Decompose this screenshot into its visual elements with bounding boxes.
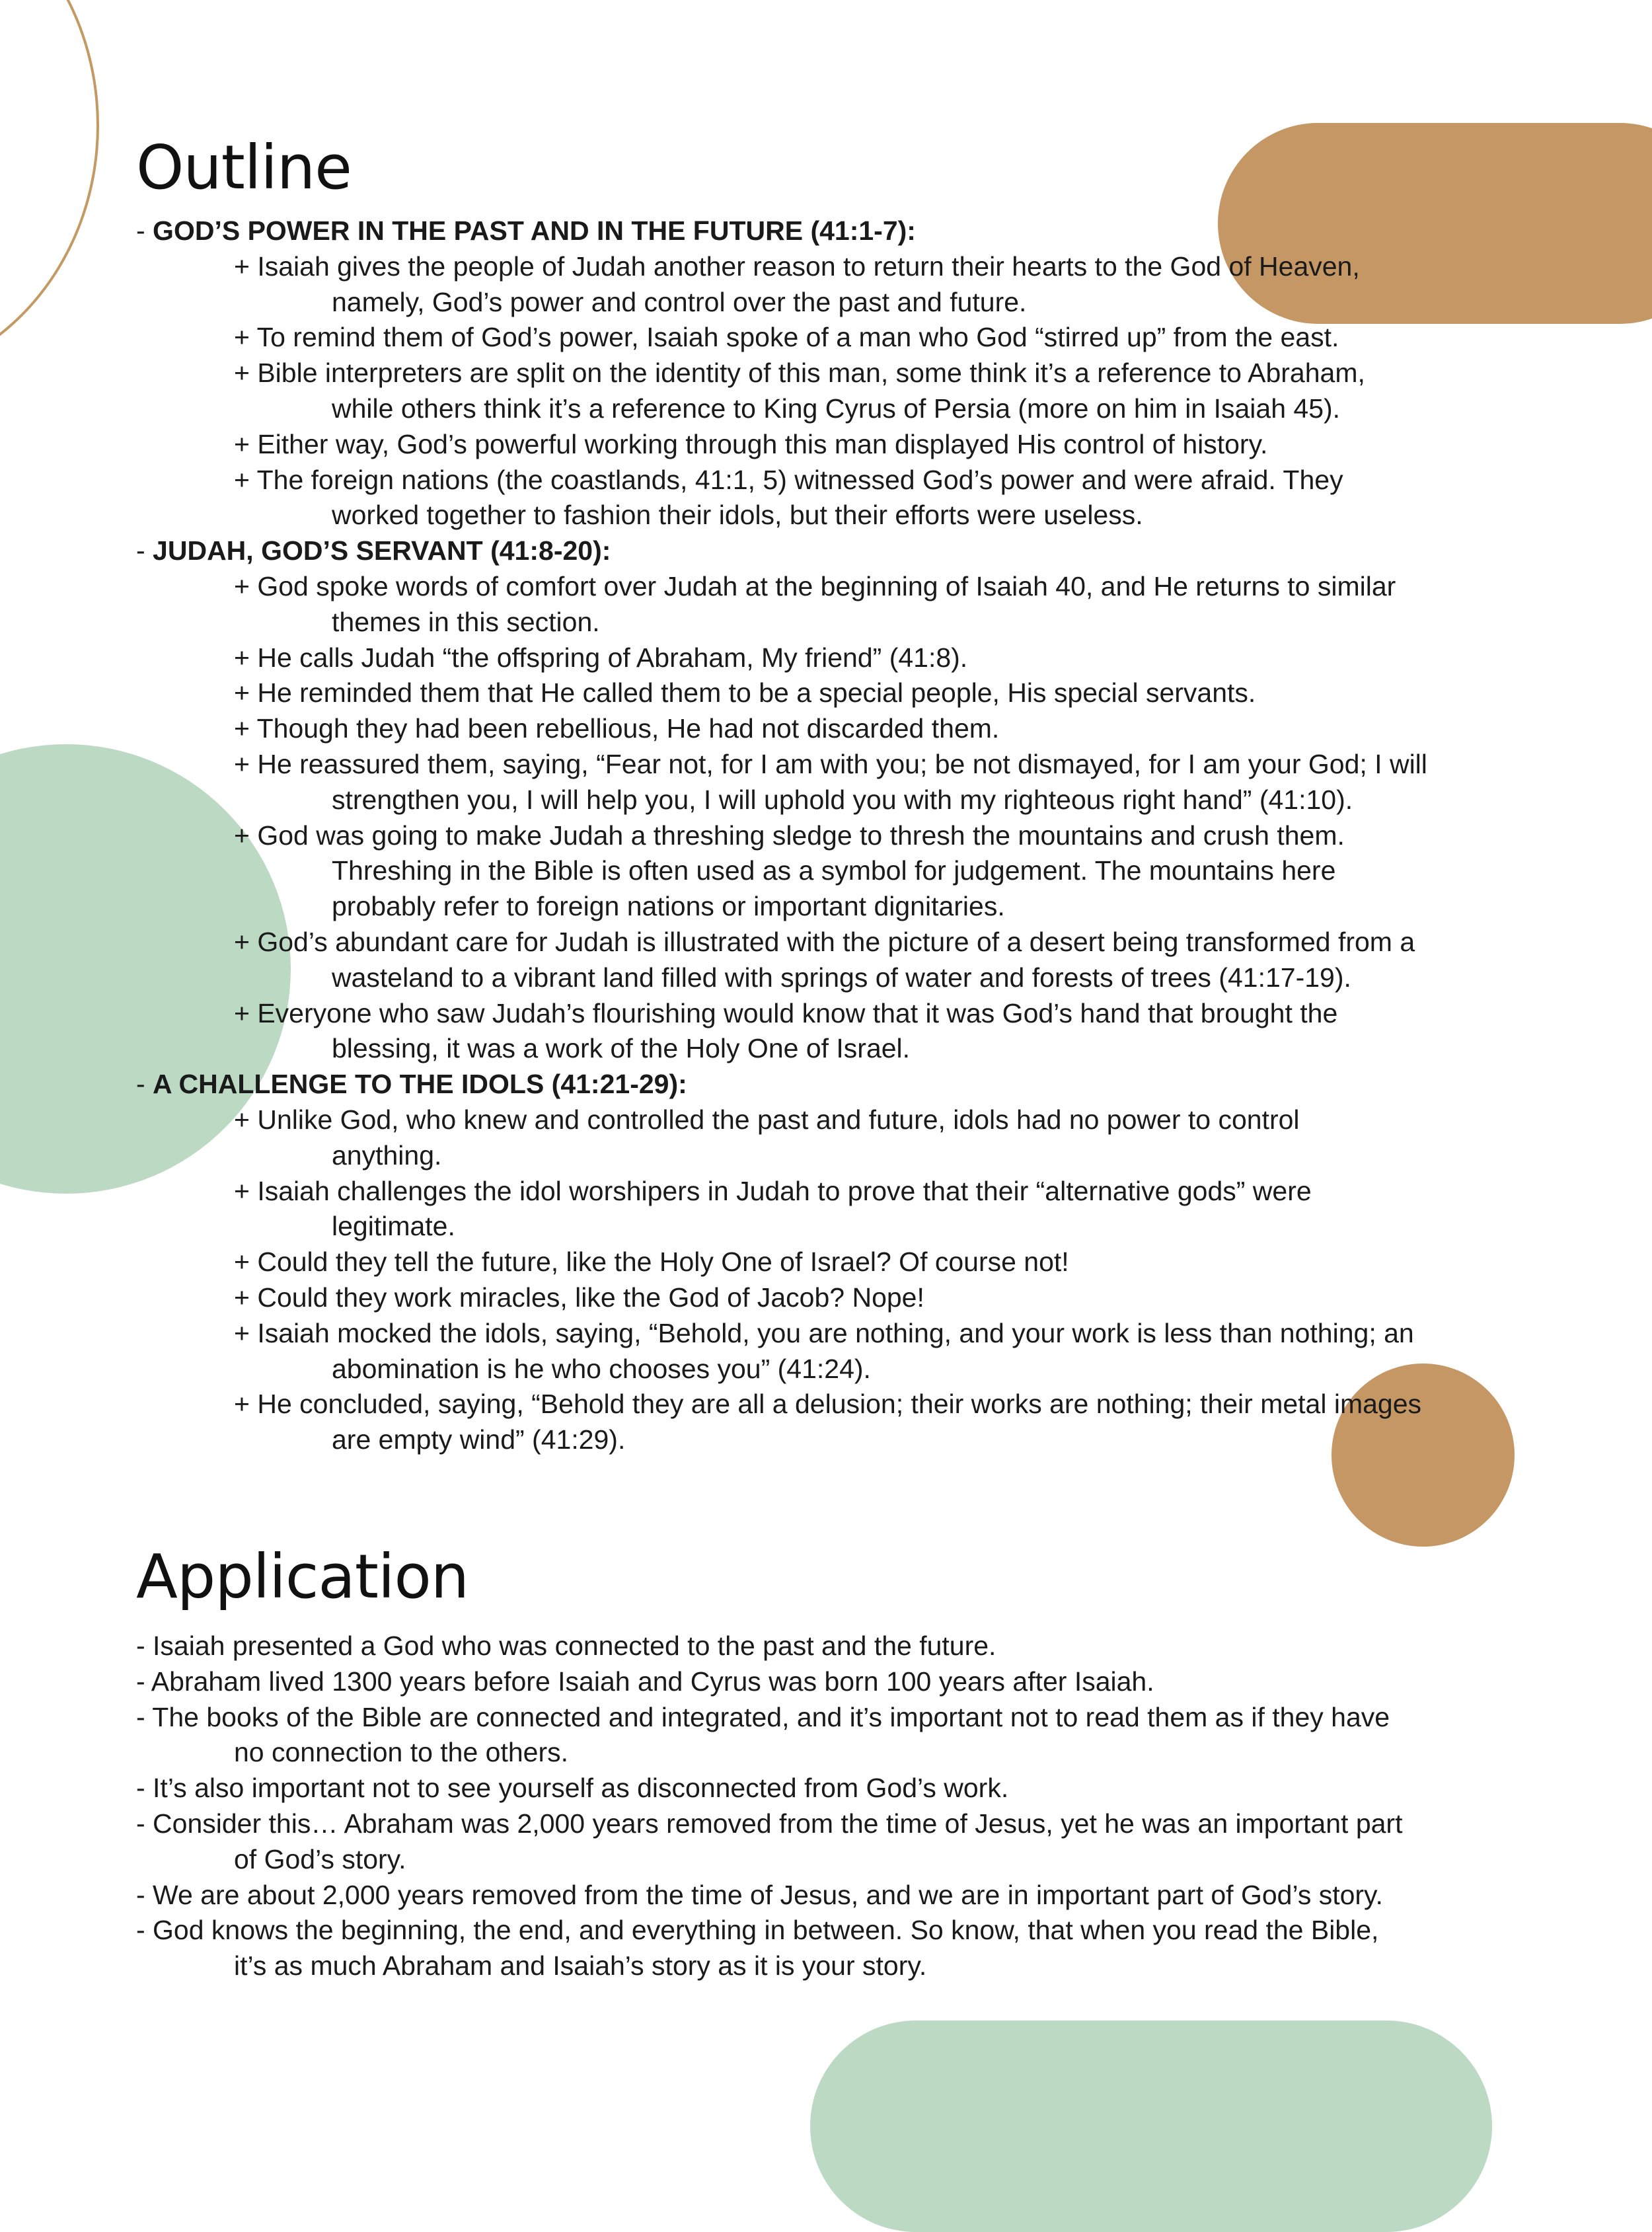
outline-item-continuation: while others think it’s a reference to King Cyrus of Persia (more on him in Isaiah 45). [332,393,1341,424]
application-item-text: - We are about 2,000 years removed from the time of Jesus, and we are in important part of God’s story. [136,1879,1383,1910]
application-item [136,1878,1402,1913]
outline-item-text: + Could they work miracles, like the God of Jacob? Nope! [234,1282,924,1313]
application-item-text: - Consider this… Abraham was 2,000 years removed from the time of Jesus, yet he was an important part [136,1808,1403,1839]
decorative-green-pill [810,2020,1492,2232]
outline-item-continuation: are empty wind” (41:29). [332,1424,626,1455]
outline-item-text: + Isaiah mocked the idols, saying, “Behold, you are nothing, and your work is less than nothing; an [234,1317,1414,1348]
outline-item-text: + He calls Judah “the offspring of Abraham, My friend” (41:8). [234,642,968,673]
outline-item [136,1102,1427,1174]
section-heading: - JUDAH, GOD’S SERVANT (41:8-20): [136,535,611,566]
outline-item [136,356,1427,427]
application-list [136,1629,1402,1984]
section-heading: - A CHALLENGE TO THE IDOLS (41:21-29): [136,1069,687,1100]
outline-item-text: + God spoke words of comfort over Judah at the beginning of Isaiah 40, and He returns to similar [234,570,1396,601]
outline-item-continuation: probably refer to foreign nations or important dignitaries. [332,891,1005,922]
outline-item-text: + Isaiah gives the people of Judah another reason to return their hearts to the God of Heaven, [234,250,1360,282]
outline-item [136,711,1427,747]
outline-item [136,427,1427,463]
application-item-text: - Isaiah presented a God who was connected to the past and the future. [136,1631,996,1661]
outline-item-text: + To remind them of God’s power, Isaiah spoke of a man who God “stirred up” from the east. [234,322,1339,353]
outline-item-text: + God was going to make Judah a threshing sledge to thresh the mountains and crush them. [234,820,1345,851]
application-item [136,1771,1402,1806]
outline-item [136,249,1427,321]
application-title: Application [136,1541,469,1612]
outline-item-text: + He concluded, saying, “Behold they are all a delusion; their works are nothing; their metal images [234,1389,1422,1420]
outline-item [136,996,1427,1067]
application-item-continuation: of God’s story. [234,1843,406,1874]
outline-item-continuation: blessing, it was a work of the Holy One of Israel. [332,1033,911,1064]
application-item-text: - Abraham lived 1300 years before Isaiah and Cyrus was born 100 years after Isaiah. [136,1666,1154,1697]
outline-item-continuation: themes in this section. [332,606,600,637]
section-heading-text: A CHALLENGE TO THE IDOLS (41:21-29): [153,1069,687,1100]
outline-item [136,463,1427,534]
outline-item-text: + Though they had been rebellious, He had not discarded them. [234,713,1000,744]
outline-item-text: + God’s abundant care for Judah is illustrated with the picture of a desert being transformed from a [234,926,1415,957]
application-item-text: - God knows the beginning, the end, and everything in between. So know, that when you read the Bible, [136,1915,1379,1946]
outline-item [136,1174,1427,1245]
section-heading-text: JUDAH, GOD’S SERVANT (41:8-20): [153,535,611,566]
outline-title: Outline [136,132,352,203]
application-item-continuation: no connection to the others. [234,1737,569,1768]
outline-item-text: + He reminded them that He called them to be a special people, His special servants. [234,677,1256,709]
outline-item [136,675,1427,711]
outline-item-text: + Could they tell the future, like the Holy One of Israel? Of course not! [234,1247,1069,1278]
outline-item [136,1245,1427,1280]
application-item-text: - It’s also important not to see yourself as disconnected from God’s work. [136,1773,1009,1804]
outline-list [136,213,1427,1458]
application-item-continuation: it’s as much Abraham and Isaiah’s story as it is your story. [234,1950,927,1982]
outline-item-text: + Either way, God’s powerful working through this man displayed His control of history. [234,428,1268,459]
application-item [136,1700,1402,1771]
decorative-arc [0,0,99,383]
outline-item-continuation: namely, God’s power and control over the past and future. [332,286,1027,317]
application-item [136,1664,1402,1700]
outline-item-continuation: Threshing in the Bible is often used as a symbol for judgement. The mountains here [332,855,1336,886]
outline-item-continuation: worked together to fashion their idols, but their efforts were useless. [332,500,1143,531]
outline-item [136,1316,1427,1387]
outline-item [136,320,1427,356]
outline-item-continuation: legitimate. [332,1211,455,1242]
section-heading-text: GOD’S POWER IN THE PAST AND IN THE FUTURE (41:1-7): [153,215,916,246]
outline-item-text: + Isaiah challenges the idol worshipers in Judah to prove that their “alternative gods” were [234,1175,1312,1206]
outline-item-text: + He reassured them, saying, “Fear not, for I am with you; be not dismayed, for I am your God; I will [234,748,1427,779]
outline-item-continuation: strengthen you, I will help you, I will uphold you with my righteous right hand” (41:10). [332,784,1353,815]
outline-item [136,925,1427,996]
outline-item [136,1280,1427,1316]
application-item [136,1806,1402,1878]
outline-item-text: + Bible interpreters are split on the identity of this man, some think it’s a reference to Abraham, [234,358,1365,389]
outline-item-continuation: wasteland to a vibrant land filled with springs of water and forests of trees (41:17-19). [332,962,1351,993]
outline-item [136,1387,1427,1458]
outline-item [136,569,1427,640]
application-item [136,1629,1402,1664]
outline-item [136,747,1427,818]
outline-item [136,640,1427,676]
outline-item-continuation: abomination is he who chooses you” (41:24). [332,1353,871,1384]
section-heading: - GOD’S POWER IN THE PAST AND IN THE FUTURE (41:1-7): [136,215,916,246]
outline-item-continuation: anything. [332,1139,442,1171]
outline-item-text: + Everyone who saw Judah’s flourishing would know that it was God’s hand that brought the [234,997,1338,1028]
application-item [136,1913,1402,1984]
outline-item-text: + Unlike God, who knew and controlled the past and future, idols had no power to control [234,1104,1300,1135]
application-item-text: - The books of the Bible are connected and integrated, and it’s important not to read them as if they have [136,1701,1390,1732]
outline-item [136,818,1427,925]
outline-item-text: + The foreign nations (the coastlands, 41:1, 5) witnessed God’s power and were afraid. They [234,464,1343,495]
